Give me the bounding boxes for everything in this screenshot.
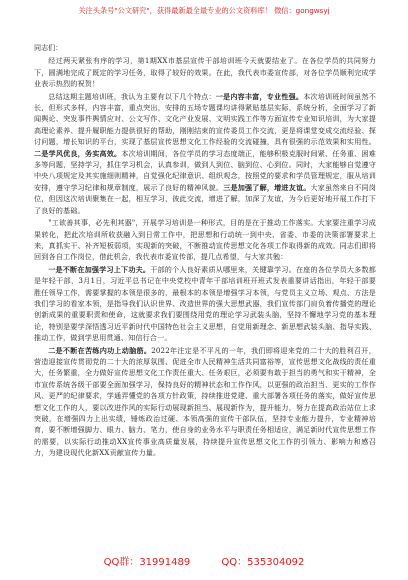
top-banner: 关注头条号"公文研究"，获得最新最全最专业的公文资料库！ 微信：gongwsyj xyxy=(78,6,330,15)
highlight-point-1: 一是内容丰富，专业性强。 xyxy=(215,91,304,101)
paragraph-text: 干部的个人良好素质从哪里来，关键靠学习。在座的各位学员大多数都是年轻干部，3月1日，习近平总书记在中央党校中青年干部培训班开班式发表重要讲话指出，年轻干部要胜任领导工作，需要掌握的本领是很多的，最根本的本领是增强学习本领，与党员主义立场、观点、方法是我们学习的看家本领，是指导我们认识世界、改造世界的强大思想武器，我们宣传部门肩负着传播党的理论创新成果的重要职责和使命，这就要求我们要围绕用党的理论学习武装头脑，坚持不懈地学习党的基本理论，特别是要学深悟透习近平新时代中国特色社会主义思想，自觉用新理念、新思想武装头脑、指导实践、推动工作，做到学思用贯通、知信行合一。 xyxy=(34,264,376,343)
paragraph-hope-1 xyxy=(34,264,376,344)
paragraph-text: 本次培训期间，各位学员的学习态度端正，能够积极克服时间紧、任务重、困难多等问题，坚持学习，抓住学习机会，认真参训，做到人到位、脑到位、心到位。同时，大家能够自觉遵守中央八项规定及其实施细则精神，自觉强化纪律意识、组织观念，按照党的要求和学员管理规定，服从培训安排，遵守学习纪律和规章制度，展示了良好的精神风貌。 xyxy=(34,148,376,192)
paragraph-text: 大家虽然来自不同岗位，但因这次培训聚集在一起，相互学习，彼此交流，增进了解，加深了友谊，为今后更好地开展工作打下了良好的基础。 xyxy=(34,182,376,215)
salutation: 同志们： xyxy=(34,43,63,52)
paragraph-transition xyxy=(34,217,376,263)
paragraph-text: 总结这期主题培训班，我认为主要有以下几个特点： xyxy=(48,91,216,101)
document-body xyxy=(34,42,376,460)
highlight-point-3: 三是加强了解，增进友谊。 xyxy=(223,182,311,192)
paragraph-text: 本次培训班时间虽然不长，但形式多样，内容丰富，重点突出，安排的五场专题课均讲得紧贴基层实际，系统分析，全面学习了新闻舆论、突发事件舆情应对、公文写作、文化产业发展、文明实践工作等方面宣传专业知识培训，为大家提高理论素养、提升履职能力提供很好的帮助，刚刚结束的宣传委员工作交流，更是将课堂变成交流经验、探讨问题，增长知识的平台，实现了基层宣传思想文化工作经验的交流碰撞，具有很强的示范效果和实用性。 xyxy=(34,91,376,147)
hope-heading-2: 二是不断在苦练内功上动脑筋。 xyxy=(48,345,152,355)
qq-group: QQ群：31991489 xyxy=(103,557,191,568)
highlight-point-2: 二是学风优良，务实高效。 xyxy=(34,148,122,158)
footer-contacts xyxy=(0,553,408,568)
qq-number: QQ：535304092 xyxy=(221,557,305,568)
paragraph-text: 经过两天紧张有序的学习，第1期XX市基层宣传干部培训班今天就要结业了。在各位学员的共同努力下，圆满地完成了既定的学习任务，取得了较好的效果。在此，我代表市委宣传部，对各位学员顺利完成学业表示热烈的祝贺！ xyxy=(34,56,376,89)
paragraph-intro xyxy=(34,55,376,89)
paragraph-text: "工欲善其事，必先利其器"，开展学习培训是一种形式，目的是在于推动工作落实。大家要注重学习成果转化，把此次培训所收获融入到日常工作中，把思想和行动统一到中央、省委、市委的决策部署要求上来，真抓实干、补齐短板弱项，实现新的突破，不断推动宣传思想文化各项工作取得新的成效。同志们即将回到各自工作岗位，借此机会，我代表市委宣传部，提几点希望，与大家共勉： xyxy=(34,218,376,262)
paragraph-hope-2 xyxy=(34,345,376,459)
hope-heading-1: 一是不断在加强学习上下功夫。 xyxy=(48,264,151,274)
paragraph-summary xyxy=(34,91,376,216)
paragraph-text: 2022年注定是不平凡的一年，我们即将迎来党的二十大的胜利召开，营造迎接宣传贯彻党的二十大的浓厚氛围、促进全市人民精神生活共同富裕等，宣传思想文化战线的责任重大，任务繁重，全力做好宣传思想文化工作责任重大、任务艰巨，必须要有敢于担当的勇气和实干精神，全市宣传系统各级干部要全面加强学习，保持良好的精神状态和工作作风，以更强的政治担当、更实的工作作风、更严的纪律要求，学通弄懂党的各项方针政策，持续推进党建、重大部署各项任务的落实，做好宣传思想文化工作的人，要以改进作风的实际行动展现新担当、展现新作为，提升能力，努力在提高政治站位上求突破，在增强四力上出实绩，锤炼政治过硬、本领高强的宣传干部队伍，坚持专业能力提升，专业精神培育，要不断增强脚力、眼力、脑力、笔力，使自身的业务水平与职责任务相适应，满足新时代宣传思想工作的需要，以实际行动推动XX宣传事业高质量发展，持续提升宣传思想文化工作的引领力、影响力和感召力，为建设现代化新XX贡献宣传力量。 xyxy=(34,345,376,458)
